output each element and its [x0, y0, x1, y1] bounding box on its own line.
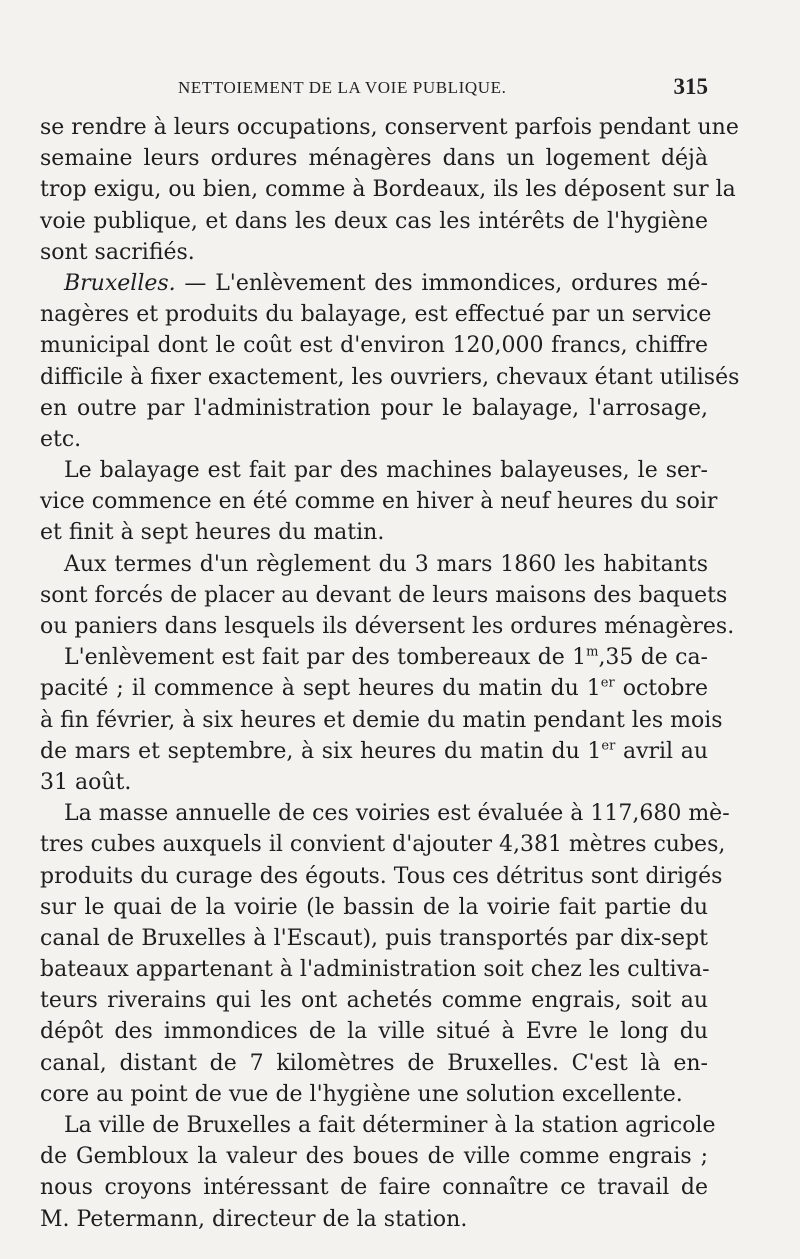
superscript: er [601, 738, 616, 754]
text-line: dépôt des immondices de la ville situé à Evre le long du [40, 1019, 708, 1045]
superscript: er [600, 676, 615, 692]
text-line: bateaux appartenant à l'administration soit chez les cultiva- [40, 957, 710, 983]
text-line: à fin février, à six heures et demie du matin pendant les mois [40, 707, 723, 733]
text-line [40, 736, 708, 767]
text-line: municipal dont le coût est d'environ 120,000 francs, chiffre [40, 333, 708, 359]
text-line: canal, distant de 7 kilomètres de Bruxelles. C'est là en- [40, 1050, 708, 1076]
text-line: de Gembloux la valeur des boues de ville comme engrais ; [40, 1144, 708, 1170]
text-line: La masse annuelle de ces voiries est évaluée à 117,680 mè- [64, 801, 730, 827]
text-line: nagères et produits du balayage, est effectué par un service [40, 302, 712, 328]
text-fragment: ,35 de ca- [598, 645, 708, 671]
page-number: 315 [673, 74, 708, 99]
running-header [40, 76, 708, 104]
text-line: trop exigu, ou bien, comme à Bordeaux, ils les déposent sur la [40, 177, 736, 203]
text-line: nous croyons intéressant de faire connaître ce travail de [40, 1175, 708, 1201]
text-line: produits du curage des égouts. Tous ces détritus sont dirigés [40, 863, 723, 889]
text-line: teurs riverains qui les ont achetés comme engrais, soit au [40, 988, 708, 1014]
text-line: La ville de Bruxelles a fait déterminer à la station agricole [64, 1113, 716, 1138]
text-line: voie publique, et dans les deux cas les intérêts de l'hygiène [40, 208, 708, 234]
text-line [40, 642, 708, 673]
text-fragment: de mars et septembre, à six heures du matin du 1 [40, 738, 602, 764]
text-line: semaine leurs ordures ménagères dans un logement déjà [40, 146, 708, 172]
body-text [40, 112, 740, 1235]
text-line: difficile à fixer exactement, les ouvriers, chevaux étant utilisés [40, 364, 740, 390]
text-line: Le balayage est fait par des machines balayeuses, le ser- [64, 458, 708, 484]
text-line: se rendre à leurs occupations, conservent parfois pendant une [40, 115, 739, 140]
text-line: en outre par l'administration pour le balayage, l'arrosage, [40, 395, 708, 421]
city-heading: Bruxelles. [64, 270, 176, 296]
text-line: sont sacrifiés. [40, 239, 195, 265]
text-line [40, 268, 708, 299]
text-line: sont forcés de placer au devant de leurs maisons des baquets [40, 582, 728, 608]
text-line: core au point de vue de l'hygiène une solution excellente. [40, 1081, 683, 1107]
text-line: sur le quai de la voirie (le bassin de la voirie fait partie du [40, 894, 708, 920]
text-fragment: octobre [614, 676, 708, 702]
text-line: tres cubes auxquels il convient d'ajouter 4,381 mètres cubes, [40, 832, 726, 858]
text-fragment: — L'enlèvement des immondices, ordures mé- [175, 270, 708, 296]
text-line: Aux termes d'un règlement du 3 mars 1860 les habitants [64, 551, 708, 577]
text-line: 31 août. [40, 769, 132, 795]
text-line [40, 673, 708, 704]
running-title: NETTOIEMENT DE LA VOIE PUBLIQUE. [178, 78, 507, 97]
superscript: m [586, 644, 599, 660]
text-line: vice commence en été comme en hiver à neuf heures du soir [40, 489, 718, 515]
text-line: ou paniers dans lesquels ils déversent les ordures ménagères. [40, 614, 735, 639]
text-line: etc. [40, 426, 82, 452]
text-line: canal de Bruxelles à l'Escaut), puis transportés par dix-sept [40, 925, 708, 951]
text-fragment: L'enlèvement est fait par des tombereaux de 1 [64, 645, 587, 671]
text-fragment: pacité ; il commence à sept heures du matin du 1 [40, 676, 601, 702]
text-line: M. Petermann, directeur de la station. [40, 1206, 468, 1232]
text-fragment: avril au [615, 738, 709, 764]
text-line: et finit à sept heures du matin. [40, 520, 385, 546]
